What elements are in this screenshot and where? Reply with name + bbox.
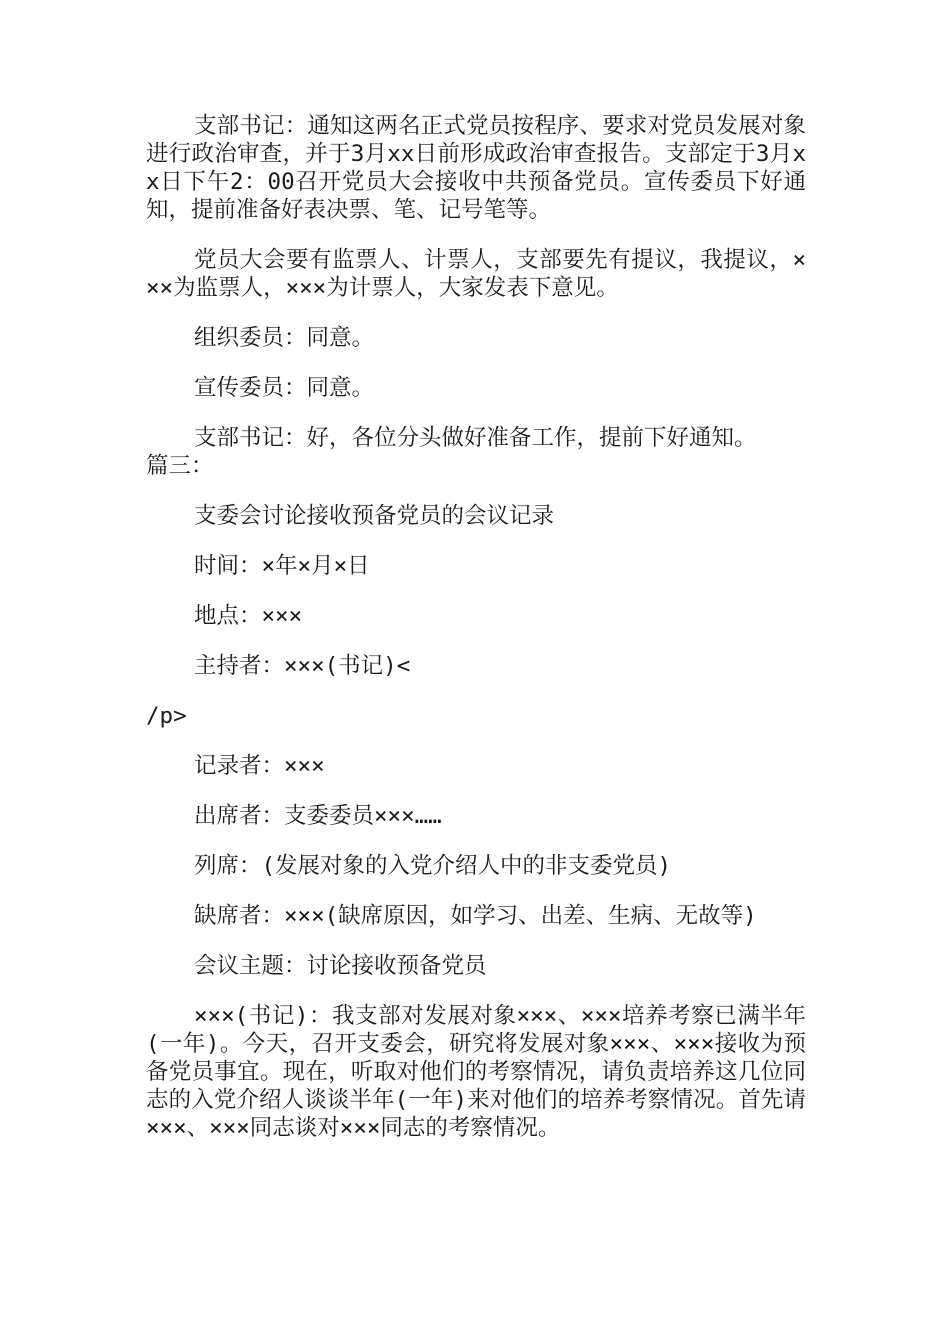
record-recorder: 记录者：××× <box>194 753 325 779</box>
record-attendees: 出席者：支委委员×××…… <box>194 803 442 829</box>
record-observers: 列席：(发展对象的入党介绍人中的非支委党员) <box>194 853 672 879</box>
record-absentees: 缺席者：×××(缺席原因，如学习、出差、生病、无故等) <box>194 903 757 929</box>
paragraph-secretary-closing: 支部书记：好，各位分头做好准备工作，提前下好通知。 <box>194 425 757 451</box>
record-title: 支委会讨论接收预备党员的会议记录 <box>194 503 555 529</box>
record-topic: 会议主题：讨论接收预备党员 <box>194 953 487 979</box>
paragraph-secretary-opening: ×××(书记)：我支部对发展对象×××、×××培养考察已满半年(一年)。今天，召开支委会，研究将发展对象×××、×××接收为预备党员事宜。现在，听取对他们的考察情况，请负责培养这几位同志的入党介绍人谈谈半年(一年)来对他们的培养考察情况。首先请×××、×××同志谈对×××同志的考察情况。 <box>146 1003 806 1141</box>
record-host: 主持者：×××(书记)< <box>194 653 411 679</box>
paragraph-secretary-notice: 支部书记：通知这两名正式党员按程序、要求对党员发展对象进行政治审查，并于3月xx日前形成政治审查报告。支部定于3月xx日下午2：00召开党员大会接收中共预备党员。宣传委员下好通知，提前准备好表决票、笔、记号笔等。 <box>146 113 806 223</box>
document-page <box>146 112 806 1164</box>
record-location: 地点：××× <box>194 603 303 629</box>
stray-tag-fragment: /p> <box>146 703 187 729</box>
paragraph-organization-member: 组织委员：同意。 <box>194 325 375 351</box>
paragraph-publicity-member: 宣传委员：同意。 <box>194 375 375 401</box>
section-heading: 篇三： <box>146 453 214 479</box>
record-time: 时间：×年×月×日 <box>194 553 370 579</box>
paragraph-vote-monitors: 党员大会要有监票人、计票人，支部要先有提议，我提议，×××为监票人，×××为计票人，大家发表下意见。 <box>146 247 806 301</box>
